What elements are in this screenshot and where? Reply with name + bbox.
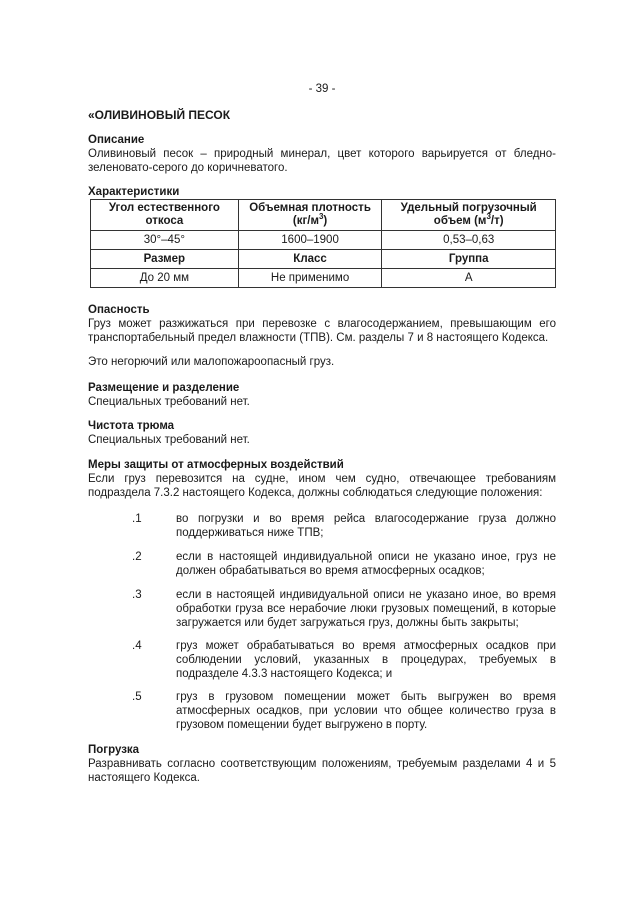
value-density: 1600–1900 <box>238 231 382 250</box>
characteristics-table <box>90 199 556 288</box>
stowage-heading: Размещение и разделение <box>88 382 240 394</box>
list-item-text: груз в грузовом помещении может быть выгружен во время атмосферных осадков, при условии что общее количество груза в грузовом помещении будет выгружено в порту. <box>176 691 556 731</box>
weather-section <box>88 458 556 500</box>
stowage-text: Специальных требований нет. <box>88 396 250 408</box>
list-item-number: .2 <box>132 551 142 563</box>
loading-text: Разравнивать согласно соответствующим положениям, требуемым разделами 4 и 5 настоящего Кодекса. <box>88 758 556 784</box>
list-item-number: .4 <box>132 640 142 652</box>
hazard-section <box>88 303 556 345</box>
list-item-text: груз может обрабатываться во время атмосферных осадков при соблюдении условий, указанных в процедурах, требуемых в подразделе 4.3.3 настоящего Кодекса; и <box>176 640 556 680</box>
stowage-section <box>88 381 556 409</box>
hold-heading: Чистота трюма <box>88 420 175 432</box>
value-class: Не применимо <box>238 269 382 288</box>
header-group: Группа <box>382 250 556 269</box>
list-item-text: во погрузки и во время рейса влагосодержание груза должно поддерживаться ниже ТПВ; <box>176 513 556 539</box>
table-row <box>91 200 556 231</box>
weather-text: Если груз перевозится на судне, ином чем судно, отвечающее требованиям подраздела 7.3.2 настоящего Кодекса, должны соблюдаться следующие положения: <box>88 473 556 499</box>
loading-heading: Погрузка <box>88 744 140 756</box>
characteristics-heading: Характеристики <box>88 186 180 198</box>
description-heading: Описание <box>88 134 145 146</box>
weather-heading: Меры защиты от атмосферных воздействий <box>88 459 344 471</box>
hazard-text: Груз может разжижаться при перевозке с влагосодержанием, превышающим его транспортабельный предел влажности (ТПВ). См. разделы 7 и 8 настоящего Кодекса. <box>88 318 556 344</box>
hazard-note-text: Это негорючий или малопожароопасный груз. <box>88 356 335 368</box>
hold-text: Специальных требований нет. <box>88 434 250 446</box>
header-size: Размер <box>91 250 239 269</box>
list-item-number: .1 <box>132 513 142 525</box>
header-stowage-factor: Удельный погрузочный объем $(м^3/т)$ <box>382 200 556 231</box>
list-item-number: .5 <box>132 691 142 703</box>
header-angle: Угол естественного откоса <box>91 200 239 231</box>
list-item-text: если в настоящей индивидуальной описи не указано иное, во время обработки груза все нерабочие люки грузовых помещений, в которые загружается или будет загружаться груз, должны быть закрыты; <box>176 589 556 629</box>
description-section <box>88 133 556 175</box>
hold-section <box>88 419 556 447</box>
list-item-number: .3 <box>132 589 142 601</box>
table-row <box>91 250 556 269</box>
hazard-heading: Опасность <box>88 304 150 316</box>
table-row <box>91 231 556 250</box>
list-item-text: если в настоящей индивидуальной описи не указано иное, груз не должен обрабатываться во время атмосферных осадков; <box>176 551 556 577</box>
hazard-note <box>88 355 556 369</box>
value-size: До 20 мм <box>91 269 239 288</box>
table-row <box>91 269 556 288</box>
characteristics-section <box>88 185 556 199</box>
value-stowage-factor: 0,53–0,63 <box>382 231 556 250</box>
header-density: Объемная плотность $(кг/м^3)$ <box>238 200 382 231</box>
description-text: Оливиновый песок – природный минерал, цвет которого варьируется от бледно-зеленовато-серого до коричневатого. <box>88 148 556 174</box>
header-class: Класс <box>238 250 382 269</box>
value-angle: 30°–45° <box>91 231 239 250</box>
value-group: А <box>382 269 556 288</box>
page-number: - 39 - <box>308 83 336 95</box>
cargo-title: «ОЛИВИНОВЫЙ ПЕСОК <box>88 108 231 122</box>
loading-section <box>88 743 556 785</box>
